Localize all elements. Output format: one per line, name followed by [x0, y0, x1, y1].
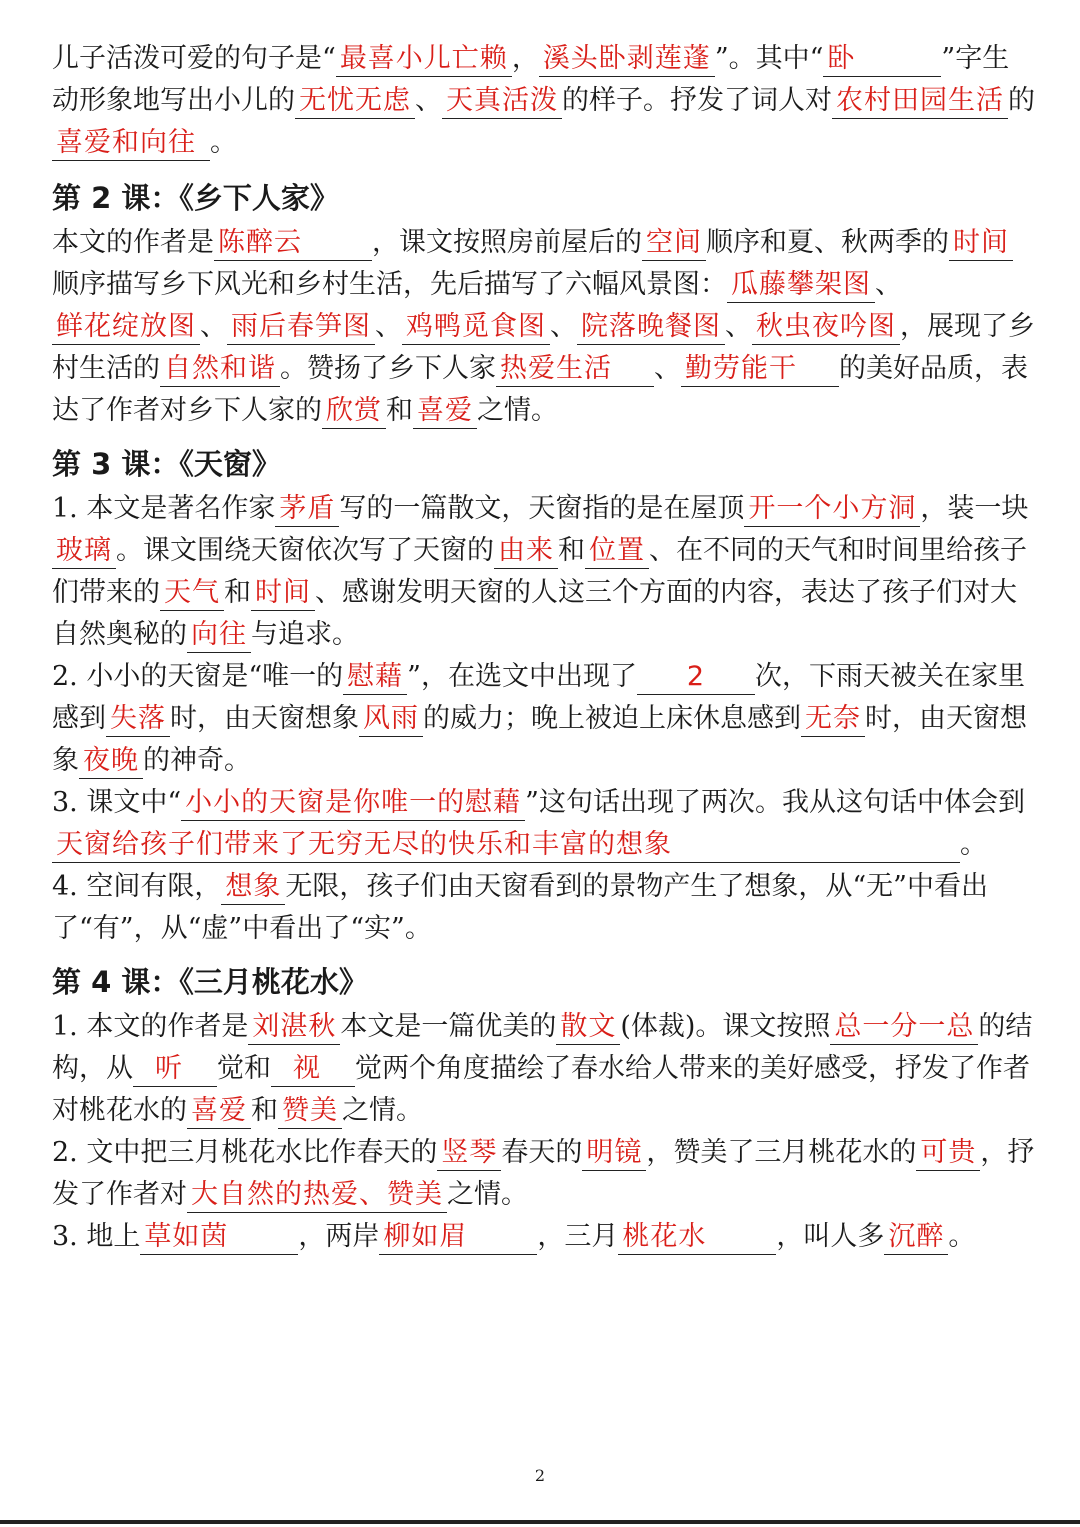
text: 时，由天窗想象	[170, 703, 359, 734]
answer-blank: 喜爱	[413, 394, 477, 429]
answer-blank: 散文	[556, 1010, 620, 1045]
text: 。课文围绕天窗依次写了天窗的	[116, 535, 494, 566]
text: 、在不同的天气和时间里给孩子们带来的	[52, 535, 1027, 608]
intro-paragraph	[52, 38, 1036, 164]
text: ，三月	[537, 1221, 619, 1252]
answer-blank: 雨后春笋图	[227, 310, 375, 345]
lesson-4-q1	[52, 1006, 1036, 1132]
text: 觉和	[217, 1053, 271, 1084]
text: ”。其中“	[714, 43, 824, 74]
text: 觉两个角度描绘了春水给人带来的美好感受，抒发了作者对桃花水的	[52, 1053, 1030, 1126]
answer-blank: 天气	[160, 576, 224, 611]
answer-blank: 自然和谐	[160, 352, 280, 387]
lesson-2-heading: 第 2 课：《乡下人家》	[52, 181, 339, 215]
answer-blank: 时间	[251, 576, 315, 611]
answer-blank: 风雨	[359, 702, 423, 737]
text: 2. 小小的天窗是“唯一的	[52, 661, 344, 692]
text: 和	[558, 535, 585, 566]
text: 与追求。	[251, 619, 359, 650]
text: 本文的作者是	[52, 227, 214, 258]
answer-blank: 欣赏	[322, 394, 386, 429]
text: 顺序描写乡下风光和乡村生活，先后描写了六幅风景图：	[52, 269, 727, 300]
answer-blank: 由来	[494, 534, 558, 569]
text: ，展现了乡村生活的	[52, 311, 1035, 384]
text: 顺序和夏、秋两季的	[706, 227, 949, 258]
text: ”这句话出现了两次。我从这句话中体会到	[525, 787, 1025, 818]
text: 的样子。抒发了词人对	[562, 85, 832, 116]
text: 和	[386, 395, 413, 426]
answer-blank: 喜爱和向往	[52, 126, 210, 161]
text: 。	[948, 1221, 976, 1252]
text: 春天的	[501, 1137, 583, 1168]
answer-blank: 失落	[106, 702, 170, 737]
answer-blank: 刘湛秋	[248, 1010, 340, 1045]
text: ，两岸	[298, 1221, 380, 1252]
text: 1. 本文的作者是	[52, 1011, 249, 1042]
answer-blank: 视	[271, 1052, 355, 1087]
answer-blank: 大自然的热爱、赞美	[187, 1178, 447, 1213]
text: 儿子活泼可爱的句子是“	[52, 43, 336, 74]
lesson-4-q2	[52, 1132, 1036, 1216]
answer-blank: 慰藉	[343, 660, 407, 695]
answer-blank: 桃花水	[618, 1220, 776, 1255]
text: ，课文按照房前屋后的	[372, 227, 642, 258]
answer-blank: 无奈	[801, 702, 865, 737]
answer-blank: 农村田园生活	[832, 84, 1008, 119]
answer-blank: 玻璃	[52, 534, 116, 569]
answer-blank: 天真活泼	[442, 84, 562, 119]
answer-blank: 鸡鸭觅食图	[402, 310, 550, 345]
text: 的威力；晚上被迫上床休息感到	[423, 703, 801, 734]
lesson-3-q2	[52, 656, 1036, 782]
text: 、	[375, 311, 402, 342]
lesson-3-q1	[52, 488, 1036, 656]
answer-blank: 位置	[585, 534, 649, 569]
text: ，抒发了作者对	[52, 1137, 1035, 1210]
answer-blank: 秋虫夜吟图	[752, 310, 900, 345]
text: 之情。	[342, 1095, 423, 1126]
text: 和	[251, 1095, 278, 1126]
answer-blank: 茅盾	[275, 492, 339, 527]
text: ，叫人多	[776, 1221, 885, 1252]
lesson-4-q3	[52, 1216, 1036, 1258]
text: 之情。	[447, 1179, 528, 1210]
text: 本文是一篇优美的	[340, 1011, 557, 1042]
text: 1. 本文是著名作家	[52, 493, 276, 524]
answer-blank: 小小的天窗是你唯一的慰藉	[181, 786, 525, 821]
answer-blank: 空间	[642, 226, 706, 261]
answer-blank: 柳如眉	[379, 1220, 537, 1255]
answer-blank: 陈醉云	[214, 226, 372, 261]
answer-blank: 听	[133, 1052, 217, 1087]
answer-blank: 夜晚	[79, 744, 143, 779]
lesson-2-paragraph	[52, 222, 1036, 432]
text: 、	[725, 311, 752, 342]
text: 3. 地上	[52, 1221, 141, 1252]
text: 、	[875, 269, 902, 300]
text: 、	[415, 85, 442, 116]
text: ”，在选文中出现了	[407, 661, 637, 692]
text: ，赞美了三月桃花水的	[646, 1137, 917, 1168]
text: 之情。	[477, 395, 558, 426]
text: 的	[1008, 85, 1035, 116]
answer-blank: 总一分一总	[830, 1010, 978, 1045]
text: 的神奇。	[143, 745, 251, 776]
text: 。	[960, 829, 987, 860]
answer-blank: 草如茵	[140, 1220, 298, 1255]
text: 2. 文中把三月桃花水比作春天的	[52, 1137, 438, 1168]
answer-blank: 无忧无虑	[295, 84, 415, 119]
answer-blank: 最喜小儿亡赖	[336, 42, 512, 77]
text: 的美好品质，表达了作者对乡下人家的	[52, 353, 1028, 426]
text: 时，由天窗想象	[52, 703, 1027, 776]
text: 无限，孩子们由天窗看到的景物产生了想象，从“无”中看出了“有”，从“虚”中看出了“实”。	[52, 871, 988, 944]
text: 、感谢发明天窗的人这三个方面的内容，表达了孩子们对大自然奥秘的	[52, 577, 1017, 650]
text: 3. 课文中“	[52, 787, 182, 818]
text: 、	[200, 311, 227, 342]
bottom-rule	[0, 1520, 1080, 1524]
lesson-3-q4	[52, 866, 1036, 950]
text: ”字生动形象地写出小儿的	[52, 43, 1010, 116]
lesson-4-heading: 第 4 课：《三月桃花水》	[52, 965, 368, 999]
answer-blank: 可贵	[916, 1136, 980, 1171]
text: 写的一篇散文，天窗指的是在屋顶	[339, 493, 745, 524]
answer-blank: 喜爱	[187, 1094, 251, 1129]
text: ，装一块	[920, 493, 1029, 524]
text: 次，下雨天被关在家里感到	[52, 661, 1025, 734]
answer-blank: 瓜藤攀架图	[727, 268, 875, 303]
text: 、	[550, 311, 577, 342]
answer-blank: 院落晚餐图	[577, 310, 725, 345]
text: ，	[511, 43, 539, 74]
answer-blank: 鲜花绽放图	[52, 310, 200, 345]
answer-blank: 勤劳能干	[681, 352, 839, 387]
text: 4. 空间有限，	[52, 871, 222, 902]
lesson-3-heading: 第 3 课：《天窗》	[52, 447, 281, 481]
answer-blank: 开一个小方洞	[744, 492, 920, 527]
answer-blank: 明镜	[582, 1136, 646, 1171]
lesson-3-q3	[52, 782, 1036, 866]
answer-blank: 想象	[221, 870, 285, 905]
text: 。	[210, 127, 237, 158]
answer-blank: 赞美	[278, 1094, 342, 1129]
answer-blank: 竖琴	[437, 1136, 501, 1171]
text: (体裁)。课文按照	[620, 1011, 831, 1042]
answer-blank: 2	[637, 660, 755, 695]
text: 和	[224, 577, 251, 608]
text: 。赞扬了乡下人家	[280, 353, 496, 384]
page-number: 2	[534, 1466, 546, 1485]
answer-blank: 溪头卧剥莲蓬	[539, 42, 715, 77]
answer-blank: 沉醉	[884, 1220, 948, 1255]
answer-blank: 卧	[823, 42, 941, 77]
text: 、	[654, 353, 681, 384]
answer-blank: 时间	[949, 226, 1013, 261]
text: 的结构，从	[52, 1011, 1033, 1084]
answer-blank: 向往	[187, 618, 251, 653]
answer-blank: 热爱生活	[496, 352, 654, 387]
answer-blank: 天窗给孩子们带来了无穷无尽的快乐和丰富的想象	[52, 828, 960, 863]
